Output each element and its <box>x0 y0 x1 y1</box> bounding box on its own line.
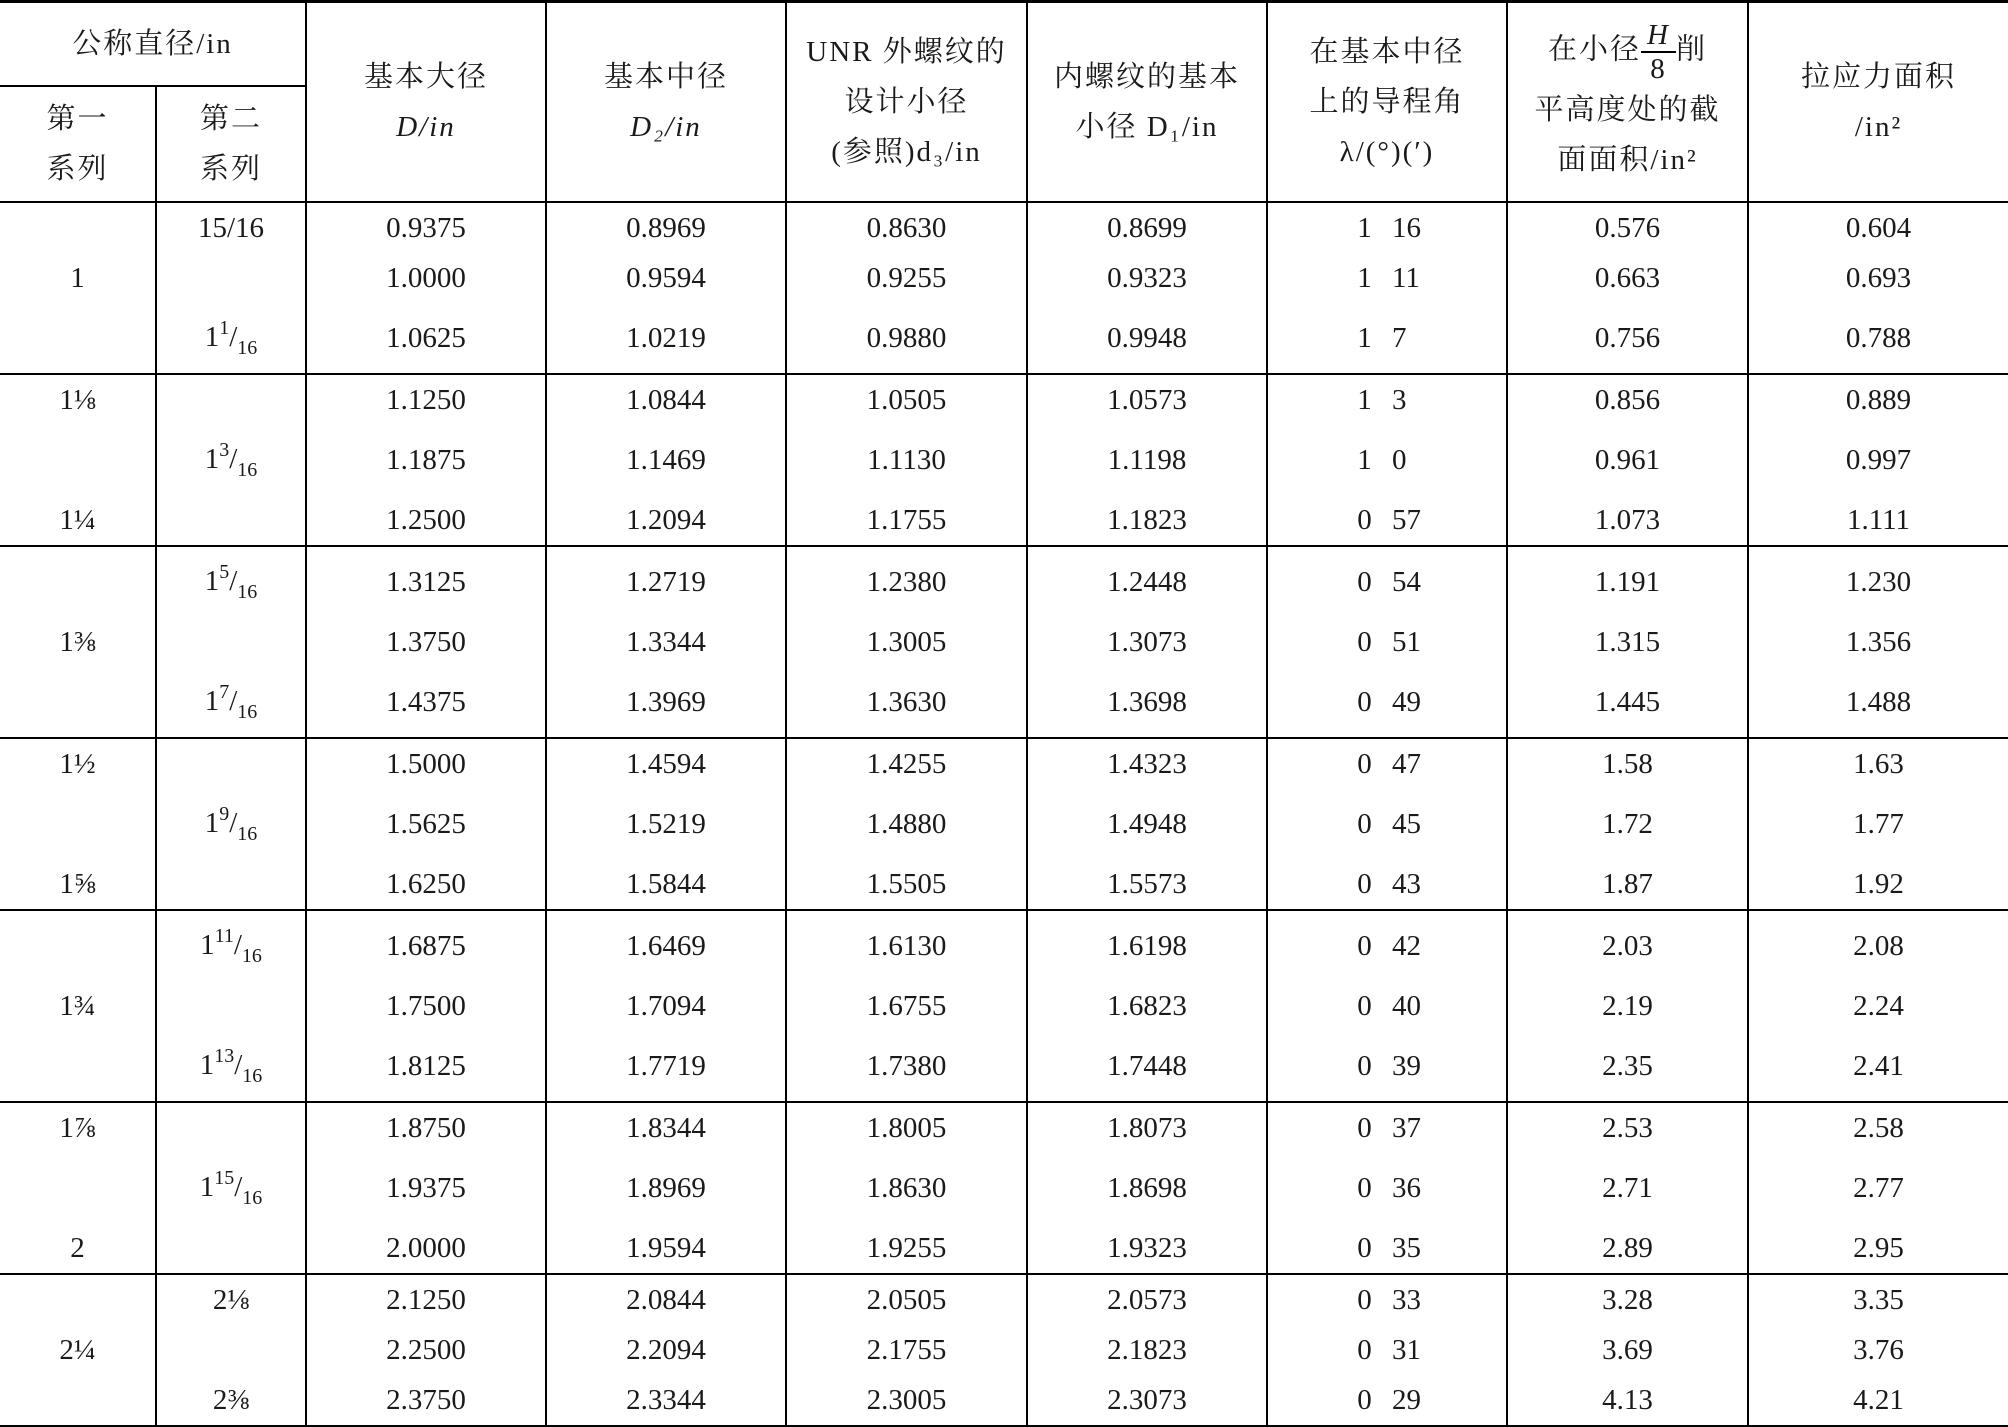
cell-d3: 1.9255 <box>786 1223 1027 1274</box>
cell-D: 0.9375 <box>306 202 546 253</box>
table-row <box>0 1153 2008 1223</box>
cell-d3: 1.5505 <box>786 859 1027 910</box>
cell-first: 1¾ <box>59 990 96 1022</box>
table-row <box>0 1102 2008 1153</box>
table-body <box>0 202 2008 1426</box>
table-row <box>0 1375 2008 1426</box>
cell-second: $1^3/_{16}$ <box>156 425 306 495</box>
cell-D: 1.6250 <box>306 859 546 910</box>
cell-area: 0.663 <box>1507 253 1748 303</box>
cell-tensile: 2.77 <box>1748 1153 2008 1223</box>
cell-D2: 1.2094 <box>546 495 786 546</box>
cell-lead-angle-minutes: 54 <box>1392 566 1421 598</box>
cell-D: 1.4375 <box>306 667 546 738</box>
cell-second <box>156 1223 306 1274</box>
cell-d3: 1.0505 <box>786 374 1027 425</box>
cell-lead-angle-minutes: 51 <box>1392 626 1421 658</box>
cell-area: 1.445 <box>1507 667 1748 738</box>
cell-D: 1.1250 <box>306 374 546 425</box>
header-pitch-line2: D₂/in <box>630 111 702 143</box>
cell-lead-angle-degrees: 0 <box>1357 686 1372 718</box>
cell-tensile: 0.997 <box>1748 425 2008 495</box>
cell-D: 2.3750 <box>306 1375 546 1426</box>
cell-D: 1.5000 <box>306 738 546 789</box>
cell-D: 2.1250 <box>306 1274 546 1325</box>
table-row <box>0 202 2008 253</box>
cell-lead-angle <box>1267 1031 1507 1102</box>
cell-D: 1.3750 <box>306 617 546 667</box>
cell-tensile: 1.77 <box>1748 789 2008 859</box>
cell-d3: 1.1130 <box>786 425 1027 495</box>
table-header <box>0 2 2008 203</box>
cell-first <box>0 303 156 374</box>
cell-lead-angle-minutes: 31 <box>1392 1334 1421 1366</box>
cell-second: $1^{11}/_{16}$ <box>156 910 306 981</box>
cell-first: 1⅜ <box>59 626 96 658</box>
cell-tensile: 1.92 <box>1748 859 2008 910</box>
cell-lead-angle-minutes: 45 <box>1392 808 1421 840</box>
fraction-denominator: 8 <box>1650 53 1667 85</box>
cell-lead-angle-minutes: 33 <box>1392 1284 1421 1316</box>
cell-lead-angle-minutes: 43 <box>1392 868 1421 900</box>
header-section-fraction <box>1641 19 1676 85</box>
cell-D1: 1.5573 <box>1027 859 1267 910</box>
header-section-line3: 面面积/in² <box>1557 144 1698 176</box>
cell-area: 4.13 <box>1507 1375 1748 1426</box>
cell-lead-angle-minutes: 7 <box>1392 322 1407 354</box>
cell-second: 15/16 <box>156 202 306 253</box>
header-tensile-area <box>1748 2 2008 203</box>
cell-D2: 1.1469 <box>546 425 786 495</box>
cell-area: 0.856 <box>1507 374 1748 425</box>
table-row <box>0 1223 2008 1274</box>
cell-D2: 0.8969 <box>546 202 786 253</box>
cell-area: 0.756 <box>1507 303 1748 374</box>
cell-D1: 1.8073 <box>1027 1102 1267 1153</box>
cell-D1: 1.7448 <box>1027 1031 1267 1102</box>
cell-D: 1.6875 <box>306 910 546 981</box>
cell-first: 1½ <box>0 738 156 789</box>
cell-lead-angle-minutes: 11 <box>1392 262 1420 294</box>
cell-tensile: 1.230 <box>1748 546 2008 617</box>
cell-lead-angle-minutes: 35 <box>1392 1232 1421 1264</box>
cell-d3: 1.4255 <box>786 738 1027 789</box>
table-row <box>0 303 2008 374</box>
cell-d3: 0.8630 <box>786 202 1027 253</box>
cell-D1: 1.8698 <box>1027 1153 1267 1223</box>
cell-lead-angle <box>1267 910 1507 981</box>
cell-area: 1.72 <box>1507 789 1748 859</box>
cell-d3: 2.1755 <box>786 1325 1027 1375</box>
cell-lead-angle-minutes: 49 <box>1392 686 1421 718</box>
cell-first <box>0 1274 156 1325</box>
table-row <box>0 1325 2008 1375</box>
table-row <box>0 910 2008 981</box>
cell-area: 1.315 <box>1507 617 1748 667</box>
cell-lead-angle <box>1267 202 1507 253</box>
cell-lead-angle-minutes: 16 <box>1392 212 1421 244</box>
cell-D1: 1.4323 <box>1027 738 1267 789</box>
cell-area: 2.03 <box>1507 910 1748 981</box>
cell-D1: 0.9323 <box>1027 253 1267 303</box>
cell-lead-angle <box>1267 738 1507 789</box>
cell-d3: 1.2380 <box>786 546 1027 617</box>
cell-lead-angle-degrees: 0 <box>1357 930 1372 962</box>
cell-tensile: 2.08 <box>1748 910 2008 981</box>
header-section-pre: 在小径 <box>1548 33 1642 66</box>
cell-lead-angle <box>1267 981 1507 1031</box>
cell-d3: 2.0505 <box>786 1274 1027 1325</box>
cell-D1: 1.0573 <box>1027 374 1267 425</box>
cell-lead-angle-degrees: 0 <box>1357 748 1372 780</box>
cell-tensile: 3.35 <box>1748 1274 2008 1325</box>
cell-second <box>156 981 306 1031</box>
cell-lead-angle <box>1267 253 1507 303</box>
cell-second <box>156 495 306 546</box>
cell-D2: 1.9594 <box>546 1223 786 1274</box>
cell-D2: 1.2719 <box>546 546 786 617</box>
cell-tensile: 2.24 <box>1748 981 2008 1031</box>
cell-D2: 1.8344 <box>546 1102 786 1153</box>
cell-first <box>0 1375 156 1426</box>
header-series-second-line1: 第二 <box>199 103 262 135</box>
cell-lead-angle-degrees: 0 <box>1357 808 1372 840</box>
table-row <box>0 546 2008 617</box>
cell-D2: 1.3344 <box>546 617 786 667</box>
header-major-line1: 基本大径 <box>363 61 488 93</box>
header-series-first <box>0 86 156 202</box>
cell-tensile: 2.41 <box>1748 1031 2008 1102</box>
cell-lead-angle <box>1267 1223 1507 1274</box>
cell-D2: 1.5844 <box>546 859 786 910</box>
header-section-line2: 平高度处的截 <box>1534 94 1721 126</box>
cell-tensile: 0.788 <box>1748 303 2008 374</box>
cell-tensile: 0.693 <box>1748 253 2008 303</box>
cell-lead-angle-degrees: 1 <box>1357 262 1372 294</box>
cell-lead-angle-degrees: 0 <box>1357 1172 1372 1204</box>
cell-lead-angle-degrees: 1 <box>1357 212 1372 244</box>
cell-lead-angle-degrees: 1 <box>1357 384 1372 416</box>
header-tensile-line2: /in² <box>1854 111 1903 143</box>
cell-lead-angle-degrees: 1 <box>1357 322 1372 354</box>
cell-D2: 1.0219 <box>546 303 786 374</box>
cell-second: $1^5/_{16}$ <box>156 546 306 617</box>
cell-D1: 2.3073 <box>1027 1375 1267 1426</box>
cell-d3: 1.6130 <box>786 910 1027 981</box>
cell-tensile: 0.889 <box>1748 374 2008 425</box>
cell-lead-angle-degrees: 1 <box>1357 444 1372 476</box>
header-section-line1 <box>1508 19 1747 85</box>
cell-tensile: 1.356 <box>1748 617 2008 667</box>
cell-D1: 1.1823 <box>1027 495 1267 546</box>
table-row <box>0 425 2008 495</box>
cell-first: 1 <box>70 262 85 294</box>
cell-D: 1.0000 <box>306 253 546 303</box>
cell-d3: 0.9880 <box>786 303 1027 374</box>
cell-lead-angle-minutes: 40 <box>1392 990 1421 1022</box>
cell-lead-angle <box>1267 1102 1507 1153</box>
cell-first <box>0 1153 156 1223</box>
cell-lead-angle-degrees: 0 <box>1357 1050 1372 1082</box>
cell-tensile: 0.604 <box>1748 202 2008 253</box>
cell-D1: 1.2448 <box>1027 546 1267 617</box>
cell-tensile: 1.488 <box>1748 667 2008 738</box>
cell-D2: 0.9594 <box>546 253 786 303</box>
cell-lead-angle-degrees: 0 <box>1357 868 1372 900</box>
header-nominal-diameter: 公称直径/in <box>0 2 306 87</box>
cell-second <box>156 1325 306 1375</box>
cell-lead-angle-minutes: 42 <box>1392 930 1421 962</box>
cell-second <box>156 1102 306 1153</box>
cell-area: 2.35 <box>1507 1031 1748 1102</box>
cell-D: 1.8750 <box>306 1102 546 1153</box>
cell-lead-angle <box>1267 495 1507 546</box>
header-int-line1: 内螺纹的基本 <box>1053 61 1240 93</box>
cell-tensile: 2.95 <box>1748 1223 2008 1274</box>
cell-second: 2⅜ <box>156 1375 306 1426</box>
header-lead-line3: λ/(°)(′) <box>1339 136 1435 168</box>
cell-d3: 0.9255 <box>786 253 1027 303</box>
header-series-first-line1: 第一 <box>46 103 109 135</box>
cell-d3: 1.8005 <box>786 1102 1027 1153</box>
cell-D2: 1.7094 <box>546 981 786 1031</box>
cell-lead-angle-degrees: 0 <box>1357 1384 1372 1416</box>
cell-second: 2⅛ <box>156 1274 306 1325</box>
header-section-post: 削 <box>1675 33 1707 66</box>
table-row <box>0 667 2008 738</box>
cell-first <box>0 667 156 738</box>
cell-D: 1.3125 <box>306 546 546 617</box>
cell-lead-angle-degrees: 0 <box>1357 1334 1372 1366</box>
cell-lead-angle <box>1267 546 1507 617</box>
cell-d3: 1.4880 <box>786 789 1027 859</box>
cell-tensile: 1.63 <box>1748 738 2008 789</box>
table-row <box>0 253 2008 303</box>
header-pitch-line1: 基本中径 <box>603 61 728 93</box>
table-row <box>0 374 2008 425</box>
cell-lead-angle-minutes: 39 <box>1392 1050 1421 1082</box>
cell-tensile: 3.76 <box>1748 1325 2008 1375</box>
cell-area: 1.87 <box>1507 859 1748 910</box>
cell-first: 1⅝ <box>59 868 96 900</box>
cell-lead-angle-degrees: 0 <box>1357 1284 1372 1316</box>
header-series-second <box>156 86 306 202</box>
cell-lead-angle-degrees: 0 <box>1357 1112 1372 1144</box>
cell-area: 0.961 <box>1507 425 1748 495</box>
cell-D: 1.5625 <box>306 789 546 859</box>
cell-area: 3.69 <box>1507 1325 1748 1375</box>
cell-lead-angle <box>1267 1375 1507 1426</box>
cell-lead-angle <box>1267 859 1507 910</box>
cell-d3: 1.7380 <box>786 1031 1027 1102</box>
cell-area: 1.58 <box>1507 738 1748 789</box>
cell-lead-angle <box>1267 667 1507 738</box>
cell-D2: 1.3969 <box>546 667 786 738</box>
header-major-diameter <box>306 2 546 203</box>
cell-d3: 2.3005 <box>786 1375 1027 1426</box>
cell-area: 2.53 <box>1507 1102 1748 1153</box>
header-section-area <box>1507 2 1748 203</box>
table-row <box>0 1031 2008 1102</box>
cell-D1: 1.3698 <box>1027 667 1267 738</box>
cell-lead-angle-minutes: 3 <box>1392 384 1407 416</box>
cell-D1: 1.1198 <box>1027 425 1267 495</box>
cell-D1: 2.0573 <box>1027 1274 1267 1325</box>
cell-D1: 1.6823 <box>1027 981 1267 1031</box>
header-internal-minor-diameter <box>1027 2 1267 203</box>
table-row <box>0 1274 2008 1325</box>
fraction-numerator: H <box>1641 19 1676 53</box>
cell-D1: 0.9948 <box>1027 303 1267 374</box>
cell-D1: 2.1823 <box>1027 1325 1267 1375</box>
header-pitch-diameter <box>546 2 786 203</box>
cell-first: 1¼ <box>59 504 96 536</box>
header-tensile-line1: 拉应力面积 <box>1800 61 1956 93</box>
cell-D: 1.9375 <box>306 1153 546 1223</box>
cell-D2: 1.4594 <box>546 738 786 789</box>
cell-second <box>156 738 306 789</box>
cell-lead-angle-minutes: 36 <box>1392 1172 1421 1204</box>
cell-area: 3.28 <box>1507 1274 1748 1325</box>
header-unr-line2: 设计小径 <box>844 86 969 118</box>
cell-area: 1.191 <box>1507 546 1748 617</box>
cell-second <box>156 253 306 303</box>
cell-D2: 2.3344 <box>546 1375 786 1426</box>
header-series-first-line2: 系列 <box>46 153 109 185</box>
cell-lead-angle <box>1267 425 1507 495</box>
cell-D1: 0.8699 <box>1027 202 1267 253</box>
header-lead-line1: 在基本中径 <box>1309 36 1465 68</box>
cell-second <box>156 617 306 667</box>
cell-d3: 1.3005 <box>786 617 1027 667</box>
cell-D: 2.2500 <box>306 1325 546 1375</box>
cell-D2: 1.6469 <box>546 910 786 981</box>
cell-D1: 1.6198 <box>1027 910 1267 981</box>
cell-lead-angle-degrees: 0 <box>1357 1232 1372 1264</box>
cell-lead-angle <box>1267 617 1507 667</box>
cell-D1: 1.4948 <box>1027 789 1267 859</box>
cell-second: $1^{15}/_{16}$ <box>156 1153 306 1223</box>
cell-D: 1.2500 <box>306 495 546 546</box>
cell-lead-angle-minutes: 57 <box>1392 504 1421 536</box>
cell-first <box>0 1031 156 1102</box>
cell-area: 1.073 <box>1507 495 1748 546</box>
cell-D1: 1.3073 <box>1027 617 1267 667</box>
header-lead-angle <box>1267 2 1507 203</box>
cell-lead-angle-degrees: 0 <box>1357 566 1372 598</box>
cell-first <box>0 202 156 253</box>
cell-D2: 1.7719 <box>546 1031 786 1102</box>
cell-lead-angle <box>1267 1274 1507 1325</box>
cell-lead-angle-minutes: 47 <box>1392 748 1421 780</box>
cell-d3: 1.8630 <box>786 1153 1027 1223</box>
table-row <box>0 981 2008 1031</box>
cell-first: 2¼ <box>59 1334 96 1366</box>
cell-D: 2.0000 <box>306 1223 546 1274</box>
cell-second <box>156 859 306 910</box>
cell-lead-angle <box>1267 303 1507 374</box>
cell-D2: 2.0844 <box>546 1274 786 1325</box>
cell-first <box>0 789 156 859</box>
table-row <box>0 495 2008 546</box>
cell-first <box>0 546 156 617</box>
cell-D: 1.7500 <box>306 981 546 1031</box>
cell-tensile: 4.21 <box>1748 1375 2008 1426</box>
header-series-second-line2: 系列 <box>199 153 262 185</box>
header-unr-line1: UNR 外螺纹的 <box>806 36 1007 68</box>
cell-tensile: 2.58 <box>1748 1102 2008 1153</box>
cell-d3: 1.6755 <box>786 981 1027 1031</box>
cell-area: 2.19 <box>1507 981 1748 1031</box>
cell-d3: 1.3630 <box>786 667 1027 738</box>
cell-D: 1.0625 <box>306 303 546 374</box>
table-row <box>0 859 2008 910</box>
table-row <box>0 738 2008 789</box>
cell-tensile: 1.111 <box>1748 495 2008 546</box>
cell-lead-angle <box>1267 1325 1507 1375</box>
header-unr-minor-diameter <box>786 2 1027 203</box>
cell-lead-angle <box>1267 1153 1507 1223</box>
table-row <box>0 617 2008 667</box>
cell-lead-angle-degrees: 0 <box>1357 504 1372 536</box>
cell-second: $1^1/_{16}$ <box>156 303 306 374</box>
cell-first <box>0 910 156 981</box>
header-int-line2: 小径 D₁/in <box>1075 111 1219 143</box>
cell-second: $1^{13}/_{16}$ <box>156 1031 306 1102</box>
cell-area: 0.576 <box>1507 202 1748 253</box>
cell-lead-angle-degrees: 0 <box>1357 626 1372 658</box>
table-row <box>0 789 2008 859</box>
cell-d3: 1.1755 <box>786 495 1027 546</box>
cell-lead-angle <box>1267 789 1507 859</box>
header-unr-line3: (参照)d₃/in <box>831 136 982 168</box>
cell-first: 1⅞ <box>0 1102 156 1153</box>
header-lead-line2: 上的导程角 <box>1309 86 1465 118</box>
cell-first: 1⅛ <box>0 374 156 425</box>
cell-lead-angle-minutes: 37 <box>1392 1112 1421 1144</box>
cell-D: 1.1875 <box>306 425 546 495</box>
cell-second: $1^7/_{16}$ <box>156 667 306 738</box>
cell-lead-angle-minutes: 29 <box>1392 1384 1421 1416</box>
cell-lead-angle <box>1267 374 1507 425</box>
cell-second <box>156 374 306 425</box>
cell-D2: 2.2094 <box>546 1325 786 1375</box>
cell-D: 1.8125 <box>306 1031 546 1102</box>
cell-D1: 1.9323 <box>1027 1223 1267 1274</box>
cell-second: $1^9/_{16}$ <box>156 789 306 859</box>
cell-D2: 1.8969 <box>546 1153 786 1223</box>
cell-lead-angle-degrees: 0 <box>1357 990 1372 1022</box>
header-major-line2: D/in <box>396 111 456 143</box>
cell-area: 2.89 <box>1507 1223 1748 1274</box>
cell-area: 2.71 <box>1507 1153 1748 1223</box>
cell-D2: 1.0844 <box>546 374 786 425</box>
cell-first: 2 <box>70 1232 85 1264</box>
cell-lead-angle-minutes: 0 <box>1392 444 1407 476</box>
cell-D2: 1.5219 <box>546 789 786 859</box>
cell-first <box>0 425 156 495</box>
